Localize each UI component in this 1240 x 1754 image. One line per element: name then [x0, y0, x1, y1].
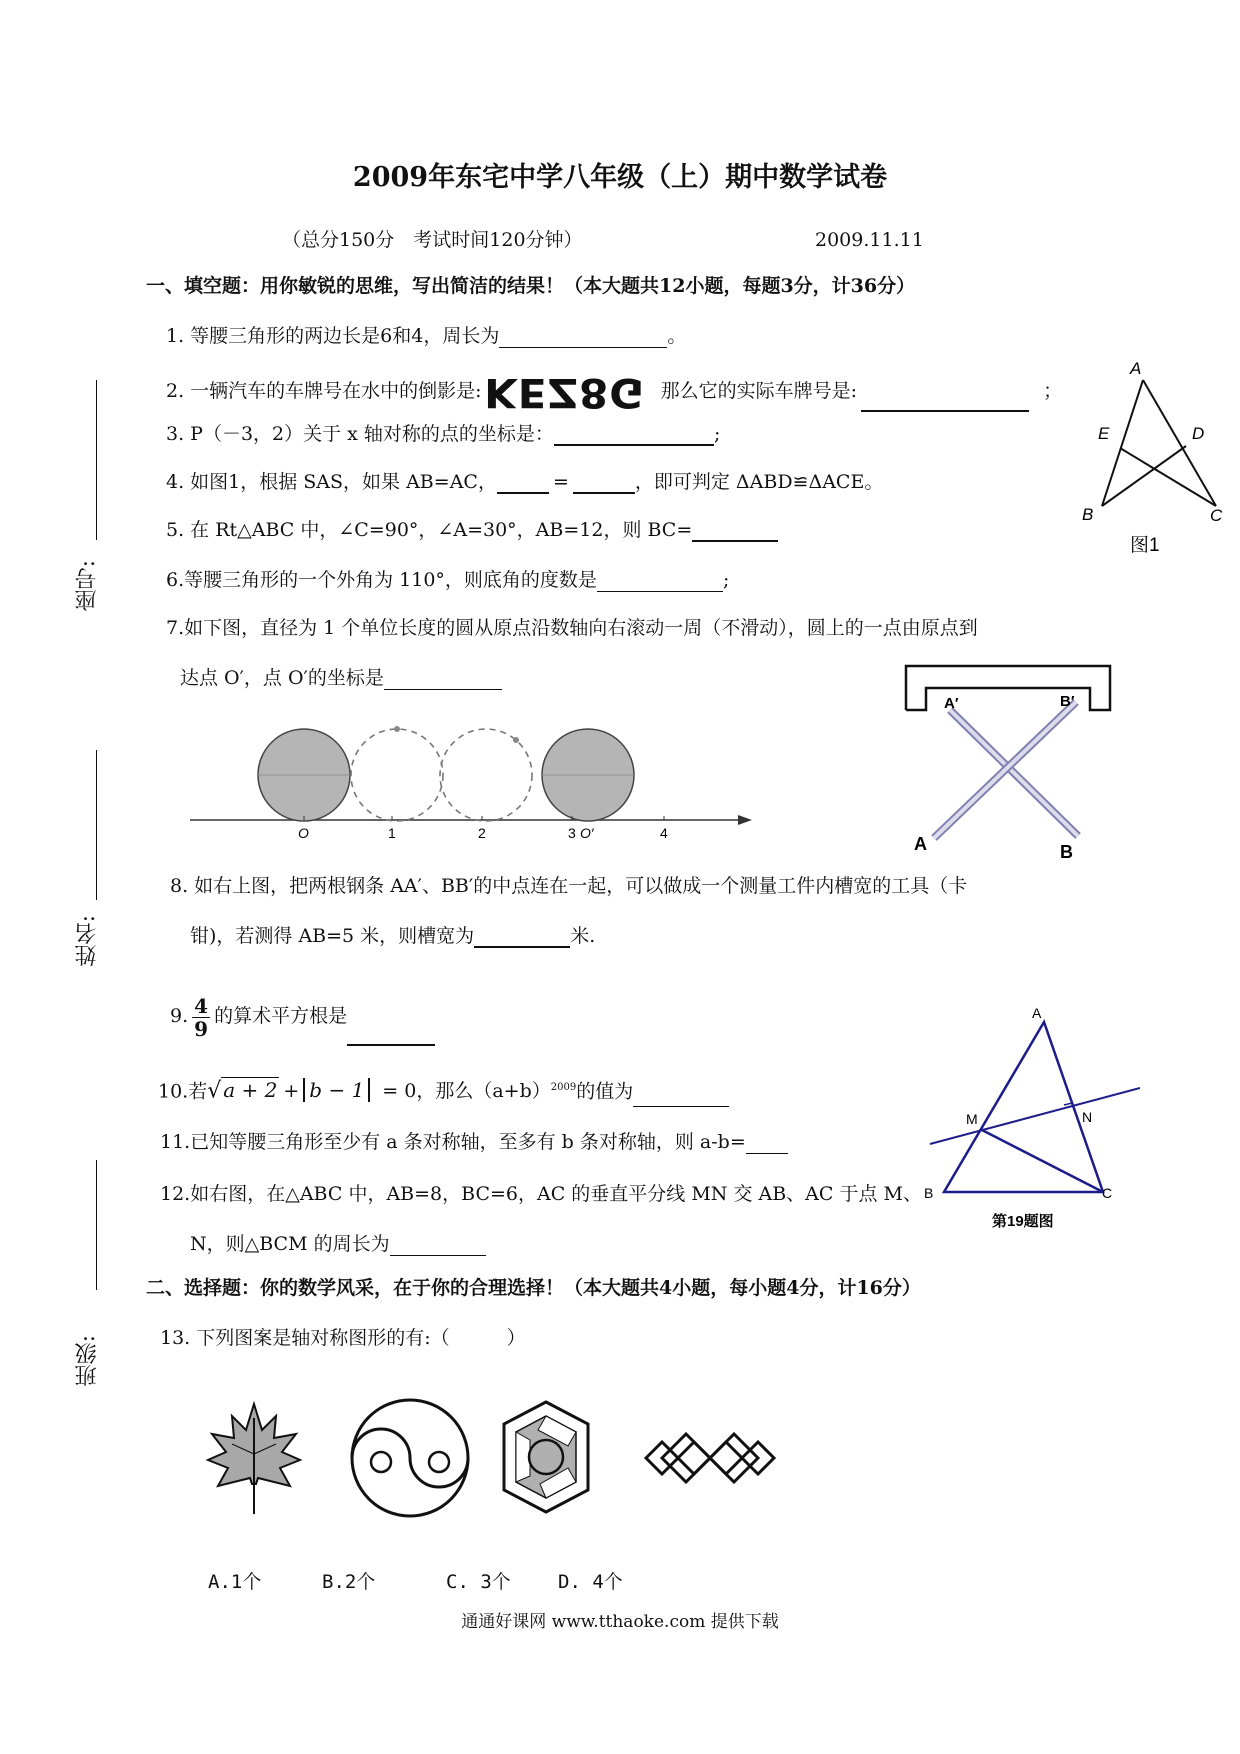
figure-19 — [920, 1000, 1140, 1240]
tick-label-3: 3 — [568, 825, 576, 840]
question-10: 10.若√ a + 2 + b − 1 = 0，那么$(a+b)^{2009}$的值为 — [158, 1072, 729, 1107]
q4-blank-1[interactable] — [497, 472, 549, 494]
q6-answer-blank[interactable] — [597, 571, 723, 592]
seat-label: 座号: — [75, 560, 100, 612]
fig19-label-b: B — [924, 1185, 934, 1201]
q7-answer-blank[interactable] — [384, 669, 502, 690]
question-12-line-2 — [190, 1232, 486, 1256]
q9-fraction — [192, 995, 210, 1040]
sqrt-icon: √ — [207, 1078, 222, 1104]
question-7-line-1: 7.如下图，直径为 1 个单位长度的圆从原点沿数轴向右滚动一周（不滑动），圆上的一点由原点到 — [166, 617, 978, 639]
page-title: 2009年东宅中学八年级（上）期中数学试卷 — [352, 162, 888, 193]
yin-yang-icon — [352, 1400, 468, 1516]
figure-1 — [1070, 356, 1230, 566]
tick-label-o: O — [298, 825, 309, 840]
option-b[interactable]: B.2个 — [322, 1571, 376, 1593]
q7-text: 达点 O′，点 O′的坐标是 — [180, 667, 384, 689]
tick-label-1: 1 — [388, 825, 396, 840]
q4-eq: = — [552, 471, 569, 493]
q6-post: ; — [722, 569, 730, 591]
axis-arrow-icon — [738, 815, 752, 825]
q10-exp: 2009 — [550, 1082, 577, 1093]
option-a[interactable]: A.1个 — [208, 1571, 262, 1593]
caliper-label-a: A — [914, 834, 927, 854]
class-label: 班级: — [75, 1335, 100, 1387]
question-8-line-1: 8. 如右上图，把两根钢条 AA′、BB′的中点连在一起，可以做成一个测量工件内槽宽的工具（卡 — [170, 875, 968, 897]
q9-frac-den: 9 — [194, 1016, 209, 1041]
name-line — [96, 750, 97, 900]
q1-answer-blank[interactable] — [499, 327, 667, 348]
q3-post: ; — [713, 423, 721, 445]
maple-leaf-icon — [208, 1404, 300, 1514]
fig1-label-d: D — [1192, 424, 1205, 443]
hexagon-pinwheel-icon — [504, 1402, 588, 1512]
fig19-label-a: A — [1032, 1005, 1042, 1021]
q2-answer-blank[interactable] — [861, 390, 1029, 412]
caliper-label-a-prime: A′ — [944, 695, 959, 712]
q12-answer-blank[interactable] — [390, 1235, 486, 1256]
tick-label-o-prime: O′ — [580, 825, 594, 840]
q3-answer-blank[interactable] — [554, 424, 714, 446]
symmetry-patterns — [196, 1394, 876, 1524]
q10-pre: 10.若 — [158, 1080, 208, 1103]
fig19-caption: 第19题图 — [992, 1213, 1054, 1230]
circle-rolling-1 — [351, 729, 443, 821]
question-6 — [166, 568, 729, 592]
q10-eq: = 0，那么（a+b） — [382, 1080, 551, 1103]
rolling-circle-figure — [186, 720, 756, 840]
fig1-label-b: B — [1082, 505, 1094, 524]
q12-text: N，则△BCM 的周长为 — [190, 1233, 390, 1255]
question-3 — [166, 422, 720, 446]
q9-answer-blank[interactable] — [347, 1004, 435, 1046]
fig1-label-a: A — [1130, 359, 1142, 378]
tick-label-2: 2 — [478, 825, 486, 840]
question-12-line-1: 12.如右图，在△ABC 中，AB=8，BC=6，AC 的垂直平分线 MN 交 AB、AC 于点 M、 — [160, 1183, 922, 1205]
reflected-plate: KEZ8G — [483, 369, 645, 415]
tick-label-4: 4 — [660, 825, 668, 840]
question-2 — [166, 369, 1063, 415]
fig19-label-n: N — [1082, 1109, 1093, 1125]
q9-text: 的算术平方根是 — [214, 1005, 348, 1027]
fig1-label-c: C — [1210, 506, 1223, 525]
chinese-knot-icon — [646, 1434, 774, 1482]
fig19-label-c: C — [1102, 1185, 1113, 1201]
question-11 — [160, 1130, 788, 1154]
q4-blank-2[interactable] — [573, 472, 635, 494]
caliper-figure — [900, 660, 1130, 870]
question-8-line-2 — [190, 924, 595, 948]
fig1-label-e: E — [1098, 424, 1110, 443]
q9-frac-num: 4 — [194, 993, 209, 1018]
q8-text: 钳)，若测得 AB=5 米，则槽宽为 — [190, 925, 475, 947]
exam-date: 2009.11.11 — [815, 229, 924, 251]
q11-answer-blank[interactable] — [746, 1133, 788, 1154]
caliper-label-b-prime: B′ — [1060, 693, 1075, 710]
question-9 — [170, 986, 435, 1046]
q4-text: 4. 如图1，根据 SAS，如果 AB=AC， — [166, 471, 497, 493]
q5-answer-blank[interactable] — [692, 520, 778, 542]
q2-post: ； — [1043, 380, 1063, 402]
caliper-label-b: B — [1060, 842, 1073, 862]
fig1-caption: 图1 — [1130, 535, 1160, 556]
q6-text: 6.等腰三角形的一个外角为 110°，则底角的度数是 — [166, 569, 597, 591]
q1-text: 1. 等腰三角形的两边长是6和4，周长为 — [166, 325, 500, 347]
q10-abs: b − 1 — [303, 1078, 370, 1102]
section-2-heading: 二、选择题：你的数学风采，在于你的合理选择！（本大题共4小题，每小题4分，计16分） — [146, 1277, 921, 1299]
q2-mid: 那么它的实际车牌号是: — [660, 380, 858, 402]
circle-rolling-2 — [440, 729, 532, 821]
name-label: 姓名: — [75, 915, 100, 967]
class-line — [96, 1160, 97, 1290]
q3-text: 3. P（－3，2）关于 x 轴对称的点的坐标是： — [166, 423, 554, 445]
q10-answer-blank[interactable] — [633, 1080, 729, 1107]
section-1-heading: 一、填空题：用你敏锐的思维，写出简洁的结果！（本大题共12小题，每题3分，计36分） — [146, 275, 916, 297]
q2-text: 2. 一辆汽车的车牌号在水中的倒影是: — [166, 380, 482, 402]
q9-number: 9. — [170, 1005, 189, 1027]
question-1 — [166, 324, 686, 348]
q8-answer-blank[interactable] — [474, 926, 570, 948]
q4-post: ，即可判定 ΔABD≌ΔACE。 — [634, 471, 884, 493]
seat-line — [96, 380, 97, 540]
question-7-line-2 — [180, 666, 502, 690]
q10-root: a + 2 — [223, 1078, 278, 1103]
question-13: 13. 下列图案是轴对称图形的有:（ ） — [160, 1327, 526, 1349]
fig19-label-m: M — [966, 1111, 978, 1127]
option-c[interactable]: C. 3个 — [446, 1571, 511, 1593]
question-4 — [166, 470, 883, 494]
exam-info: （总分150分 考试时间120分钟） — [282, 229, 583, 251]
question-5 — [166, 518, 778, 542]
option-d[interactable]: D. 4个 — [558, 1571, 623, 1593]
q1-post: 。 — [667, 325, 687, 347]
q8-post: 米. — [570, 925, 596, 947]
q5-text: 5. 在 Rt△ABC 中，∠C=90°，∠A=30°，AB=12，则 BC= — [166, 519, 693, 541]
footer-credit: 通通好课网 www.tthaoke.com 提供下载 — [461, 1612, 779, 1632]
q10-post: 的值为 — [576, 1080, 634, 1103]
q11-text: 11.已知等腰三角形至少有 a 条对称轴，至多有 b 条对称轴，则 a-b= — [160, 1131, 746, 1153]
